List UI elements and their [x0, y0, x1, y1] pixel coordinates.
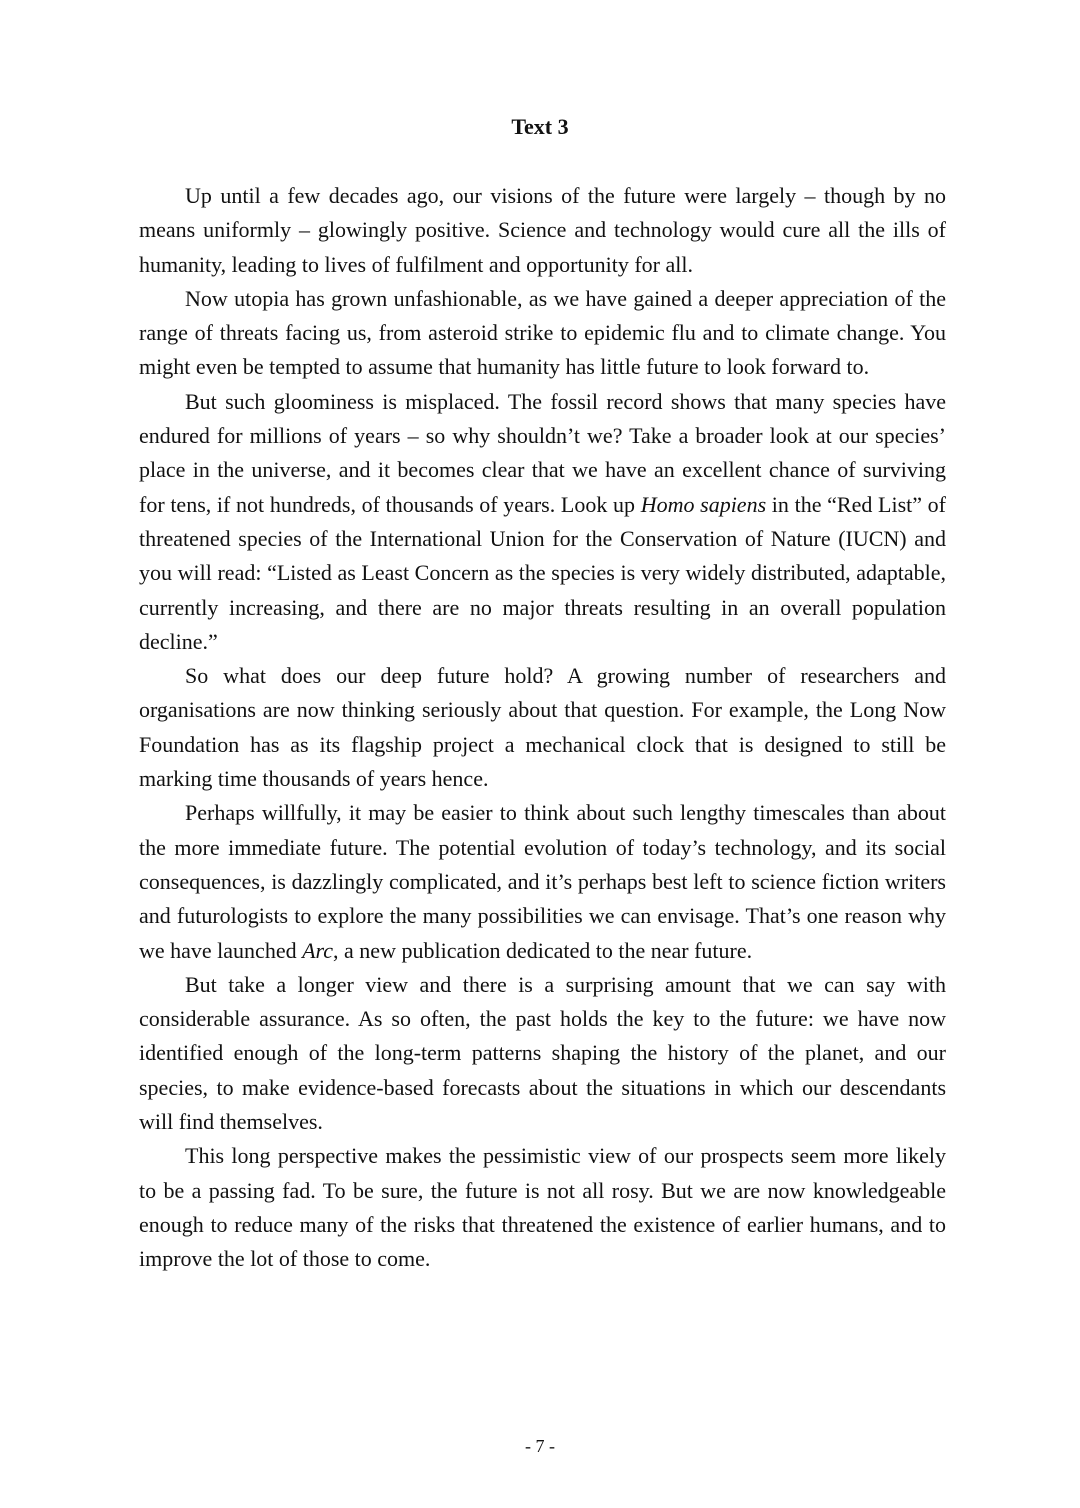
paragraph-text: But take a longer view and there is a surprising amount that we can say with considerable assurance. As so often, the past holds the key to the future: we have now identified enough of the long-term patterns shaping the history of the planet, and our species, to make evidence-based forecasts about the situations in which our descendants will find themselves. [139, 971, 946, 1135]
paragraph-text: in the “Red List” of threatened species of the International Union for the Conservation of Nature (IUCN) and you will read: “Listed as Least Concern as the species is very widely distributed, adaptable, currently increasing, and there are no major threats resulting in an overall population decline.” [139, 491, 946, 654]
paragraph-text: Perhaps willfully, it may be easier to think about such lengthy timescales than about the more immediate future. The potential evolution of today’s technology, and its social consequences, is dazzlingly complicated, and it’s perhaps best left to science fiction writers and futurologists to explore the many possibilities we can envisage. That’s one reason why we have launched [139, 800, 946, 963]
paragraph-1 [139, 179, 946, 282]
paragraph-text: Up until a few decades ago, our visions of the future were largely – though by no means uniformly – glowingly positive. Science and technology would cure all the ills of humanity, leading to lives of fulfilment and opportunity for all. [139, 183, 946, 277]
document-title: Text 3 [511, 114, 569, 139]
paragraph-4 [139, 659, 946, 796]
paragraph-7 [139, 1139, 946, 1276]
paragraph-text: So what does our deep future hold? A growing number of researchers and organisations are now thinking seriously about that question. For example, the Long Now Foundation has as its flagship project a mechanical clock that is designed to still be marking time thousands of years hence. [139, 663, 946, 792]
paragraph-3 [139, 385, 946, 659]
paragraph-text: , a new publication dedicated to the near future. [333, 937, 753, 963]
paragraph-5 [139, 796, 946, 967]
paragraph-text: This long perspective makes the pessimistic view of our prospects seem more likely to be a passing fad. To be sure, the future is not all rosy. But we are now knowledgeable enough to reduce many of the risks that threatened the existence of earlier humans, and to improve the lot of those to come. [139, 1143, 946, 1272]
publication-name-italic: Arc [302, 937, 334, 963]
article-body [139, 179, 946, 1277]
page-number: - 7 - [525, 1436, 555, 1456]
species-name-italic: Homo sapiens [640, 491, 767, 517]
paragraph-text: Now utopia has grown unfashionable, as we have gained a deeper appreciation of the range of threats facing us, from asteroid strike to epidemic flu and to climate change. You might even be tempted to assume that humanity has little future to look forward to. [139, 285, 946, 380]
paragraph-6 [139, 968, 946, 1139]
paragraph-2 [139, 282, 946, 385]
paragraph-text: But such gloominess is misplaced. The fossil record shows that many species have endured for millions of years – so why shouldn’t we? Take a broader look at our species’ place in the universe, and it becomes clear that we have an excellent chance of surviving for tens, if not hundreds, of thousands of years. Look up [139, 388, 946, 517]
